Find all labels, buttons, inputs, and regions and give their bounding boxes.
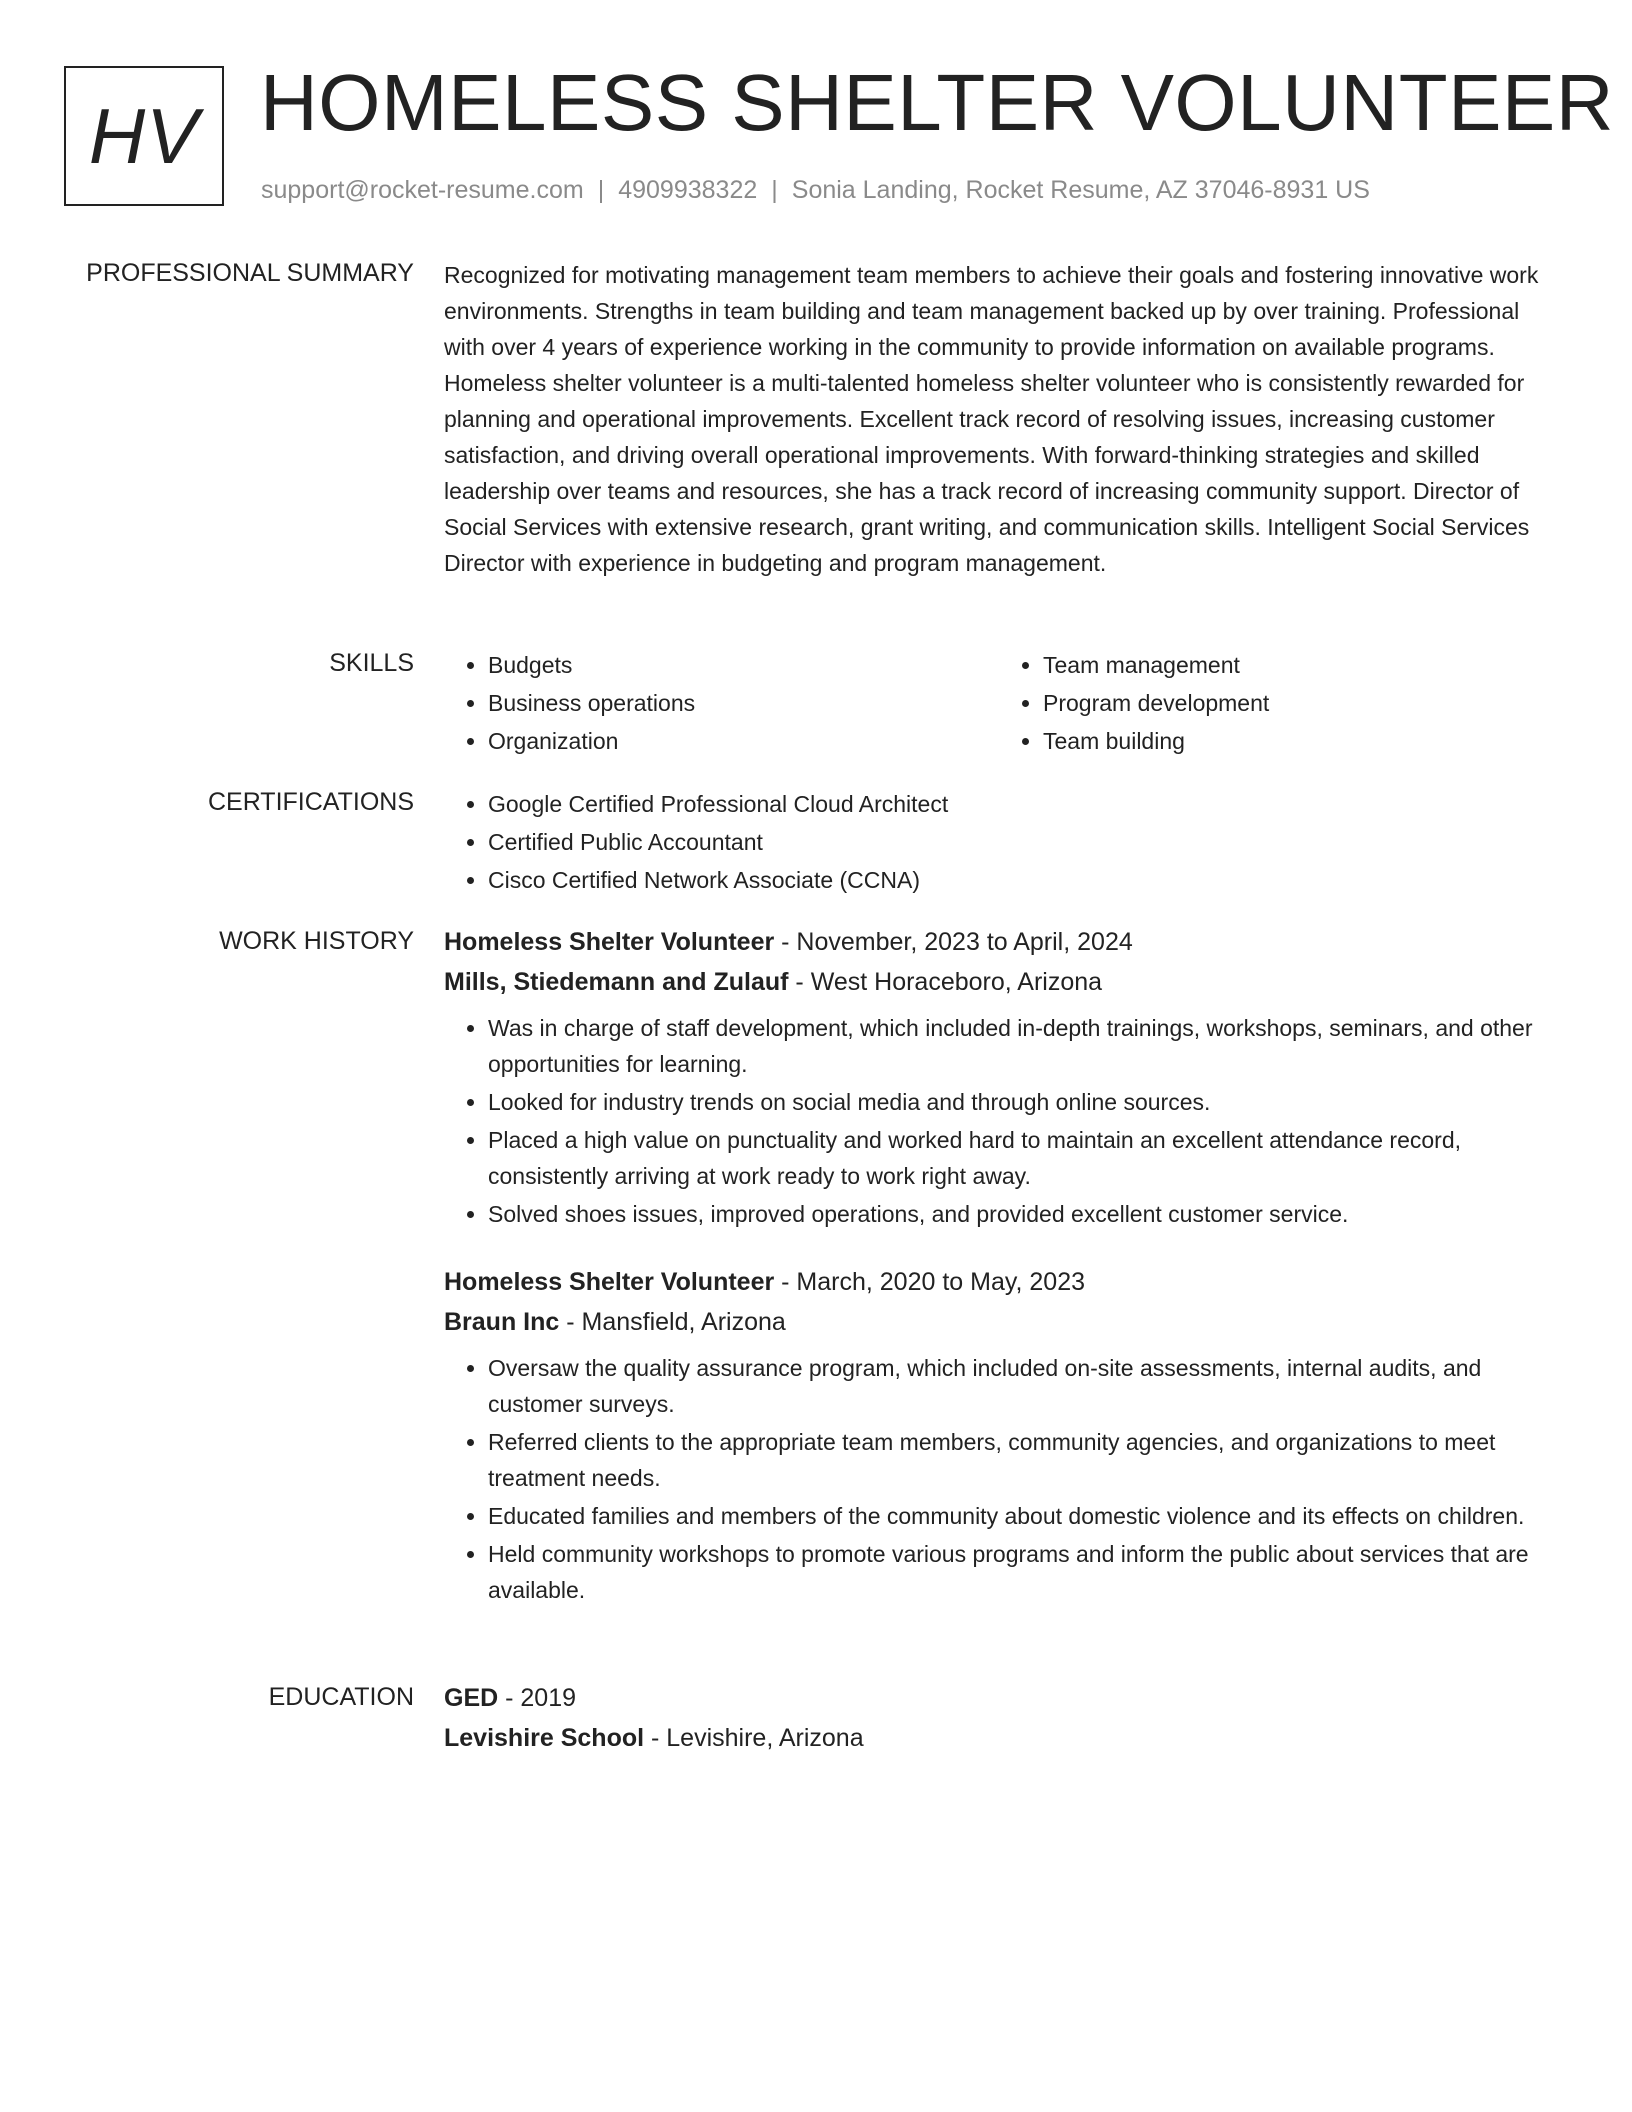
list-item: • Looked for industry trends on social media and through online sources. (488, 1084, 1554, 1120)
list-item: • Team building (1043, 723, 1554, 759)
job-entry (444, 922, 1554, 1232)
job-dates: - November, 2023 to April, 2024 (774, 928, 1133, 956)
list-item: • Educated families and members of the community about domestic violence and its effects on children. (488, 1498, 1554, 1534)
job-title-line (444, 1262, 1554, 1302)
monogram-box (64, 66, 224, 206)
list-item: • Referred clients to the appropriate team members, community agencies, and organizations to meet treatment needs. (488, 1424, 1554, 1496)
list-item: • Solved shoes issues, improved operations, and provided excellent customer service. (488, 1196, 1554, 1232)
job-bullets (444, 1010, 1554, 1232)
list-item: • Google Certified Professional Cloud Architect (488, 786, 1554, 822)
contact-email: support@rocket-resume.com (261, 176, 584, 204)
job-company: Braun Inc (444, 1308, 560, 1336)
certifications-list (444, 786, 1554, 898)
list-item: • Organization (488, 723, 999, 759)
list-item: • Program development (1043, 685, 1554, 721)
list-item: • Business operations (488, 685, 999, 721)
job-title-line (444, 922, 1554, 962)
education-school-line (444, 1718, 1554, 1758)
list-item: • Certified Public Accountant (488, 824, 1554, 860)
list-item: • Held community workshops to promote various programs and inform the public about services that are available. (488, 1536, 1554, 1608)
list-item: • Team management (1043, 647, 1554, 683)
summary-text: Recognized for motivating management team members to achieve their goals and fostering innovative work environments. Strengths in team building and team management backed up by over training. Professional with over 4 years of experience working in the community to provide information on available programs. Homeless shelter volunteer is a multi-talented homeless shelter volunteer who is consistently rewarded for planning and operational improvements. Excellent track record of resolving issues, increasing customer satisfaction, and driving overall operational improvements. With forward-thinking strategies and skilled leadership over teams and resources, she has a track record of increasing community support. Director of Social Services with extensive research, grant writing, and communication skills. Intelligent Social Services Director with experience in budgeting and program management. (444, 262, 1539, 576)
list-item: • Was in charge of staff development, which included in-depth trainings, workshops, seminars, and other opportunities for learning. (488, 1010, 1554, 1082)
skills-list-right (999, 647, 1554, 761)
job-title: Homeless Shelter Volunteer (444, 1268, 775, 1296)
monogram-initials: HV (88, 91, 200, 180)
education-degree-line (444, 1678, 1554, 1718)
list-item: • Oversaw the quality assurance program, which included on-site assessments, internal audits, and customer surveys. (488, 1350, 1554, 1422)
section-heading: EDUCATION (268, 1683, 414, 1711)
education-year: - 2019 (498, 1684, 577, 1712)
job-company-line (444, 962, 1554, 1002)
job-entry (444, 1262, 1554, 1608)
job-location: - West Horaceboro, Arizona (788, 968, 1103, 996)
contact-separator: | (597, 176, 605, 204)
job-bullets (444, 1350, 1554, 1608)
contact-separator: | (771, 176, 778, 204)
education-location: - Levishire, Arizona (644, 1724, 864, 1752)
contact-phone: 4909938322 (618, 176, 758, 204)
skills-list-left (444, 647, 999, 761)
education-degree: GED (444, 1684, 499, 1712)
section-heading: WORK HISTORY (219, 927, 414, 955)
contact-address: Sonia Landing, Rocket Resume, AZ 37046-8931 US (791, 176, 1370, 204)
section-heading: SKILLS (329, 649, 414, 677)
contact-line (261, 174, 1370, 206)
job-company-line (444, 1302, 1554, 1342)
skills-grid (444, 647, 1554, 761)
job-dates: - March, 2020 to May, 2023 (774, 1268, 1086, 1296)
resume-title: HOMELESS SHELTER VOLUNTEER (260, 58, 1615, 147)
section-heading: CERTIFICATIONS (207, 788, 414, 816)
job-location: - Mansfield, Arizona (559, 1308, 786, 1336)
job-company: Mills, Stiedemann and Zulauf (444, 968, 789, 996)
section-heading: PROFESSIONAL SUMMARY (86, 259, 414, 287)
job-title: Homeless Shelter Volunteer (444, 928, 775, 956)
list-item: • Cisco Certified Network Associate (CCNA) (488, 862, 1554, 898)
list-item: • Placed a high value on punctuality and worked hard to maintain an excellent attendance record, consistently arriving at work ready to work right away. (488, 1122, 1554, 1194)
education-school: Levishire School (444, 1724, 645, 1752)
list-item: • Budgets (488, 647, 999, 683)
